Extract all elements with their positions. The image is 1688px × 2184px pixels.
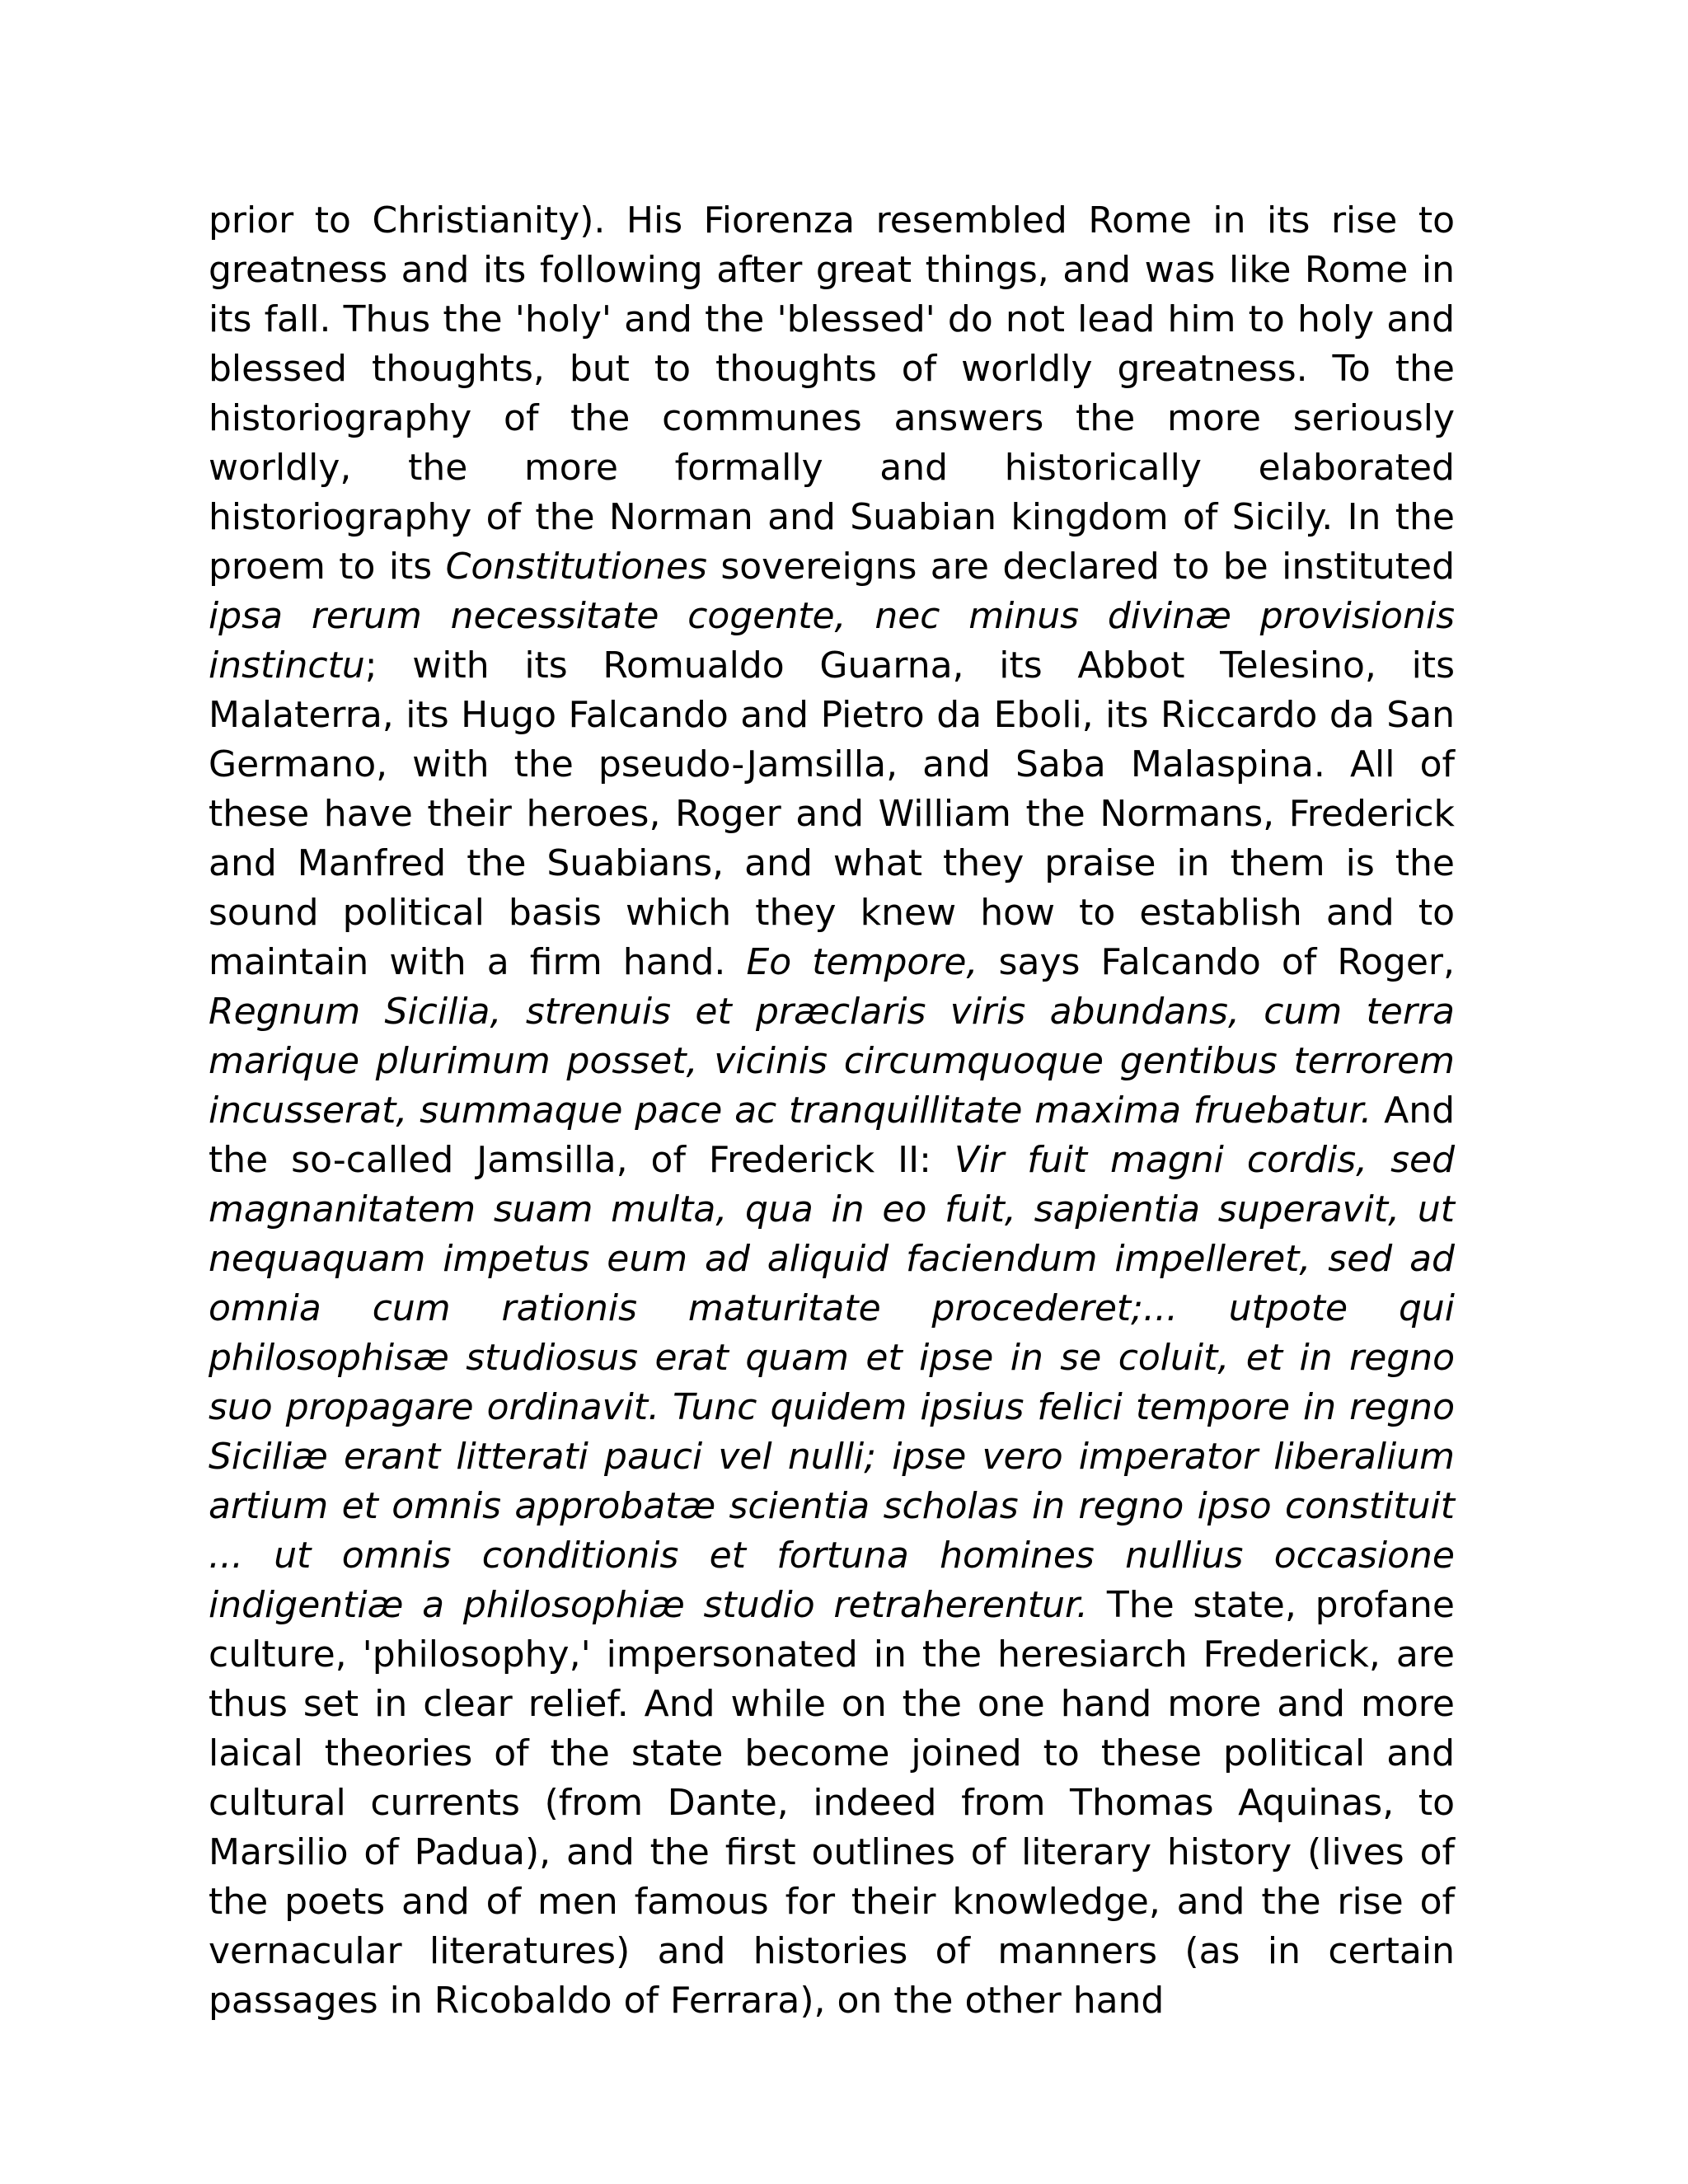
paragraph <box>209 196 1455 2026</box>
body-text <box>209 196 1455 2026</box>
text-run-2: sovereigns are declared to be instituted <box>706 546 1456 588</box>
italic-run-regnum-sicilia: Regnum Sicilia, strenuis et præclaris viris abundans, cum terra marique plurimum posset, vicinis circumquoque gentibus terrorem incusserat, summaque pace ac tranquillitate maxima fruebatur. <box>209 991 1455 1132</box>
italic-run-eo-tempore: Eo tempore, <box>746 941 978 983</box>
text-run-1: prior to Christianity). His Fiorenza resembled Rome in its rise to greatness and its following after great things, and was like Rome in its fall. Thus the 'holy' and the 'blessed' do not lead him to holy and blessed thoughts, but to thoughts of worldly greatness. To the historiography of the communes answers the more seriously worldly, the more formally and historically elaborated historiography of the Norman and Suabian kingdom of Sicily. In the proem to its <box>209 199 1455 588</box>
italic-run-constitutiones: Constitutiones <box>445 546 707 588</box>
text-run-3: ; with its Romualdo Guarna, its Abbot Telesino, its Malaterra, its Hugo Falcando and Pietro da Eboli, its Riccardo da San Germano, with the pseudo-Jamsilla, and Saba Malaspina. All of these have their heroes, Roger and William the Normans, Frederick and Manfred the Suabians, and what they praise in them is the sound political basis which they knew how to establish and to maintain with a firm hand. <box>209 644 1455 983</box>
italic-run-ipsa-rerum: ipsa rerum necessitate cogente, nec minus divinæ provisionis instinctu <box>209 595 1455 687</box>
italic-run-vir-fuit: Vir fuit magni cordis, sed magnanitatem suam multa, qua in eo fuit, sapientia superavit, ut nequaquam impetus eum ad aliquid faciendum impelleret, sed ad omnia cum rationis maturitate procederet;... utpote qui philosophisæ studiosus erat quam et ipse in se coluit, et in regno suo propagare ordinavit. Tunc quidem ipsius felici tempore in regno Siciliæ erant litterati pauci vel nulli; ipse vero imperator liberalium artium et omnis approbatæ scientia scholas in regno ipso constituit ... ut omnis conditionis et fortuna homines nullius occasione indigentiæ a philosophiæ studio retraherentur. <box>209 1139 1455 1626</box>
text-run-6: The state, profane culture, 'philosophy,' impersonated in the heresiarch Frederick, are thus set in clear relief. And while on the one hand more and more laical theories of the state become joined to these political and cultural currents (from Dante, indeed from Thomas Aquinas, to Marsilio of Padua), and the first outlines of literary history (lives of the poets and of men famous for their knowledge, and the rise of vernacular literatures) and histories of manners (as in certain passages in Ricobaldo of Ferrara), on the other hand <box>209 1584 1456 2022</box>
text-run-5: And the so-called Jamsilla, of Frederick II: <box>209 1090 1456 1181</box>
text-run-4: says Falcando of Roger, <box>978 941 1455 983</box>
